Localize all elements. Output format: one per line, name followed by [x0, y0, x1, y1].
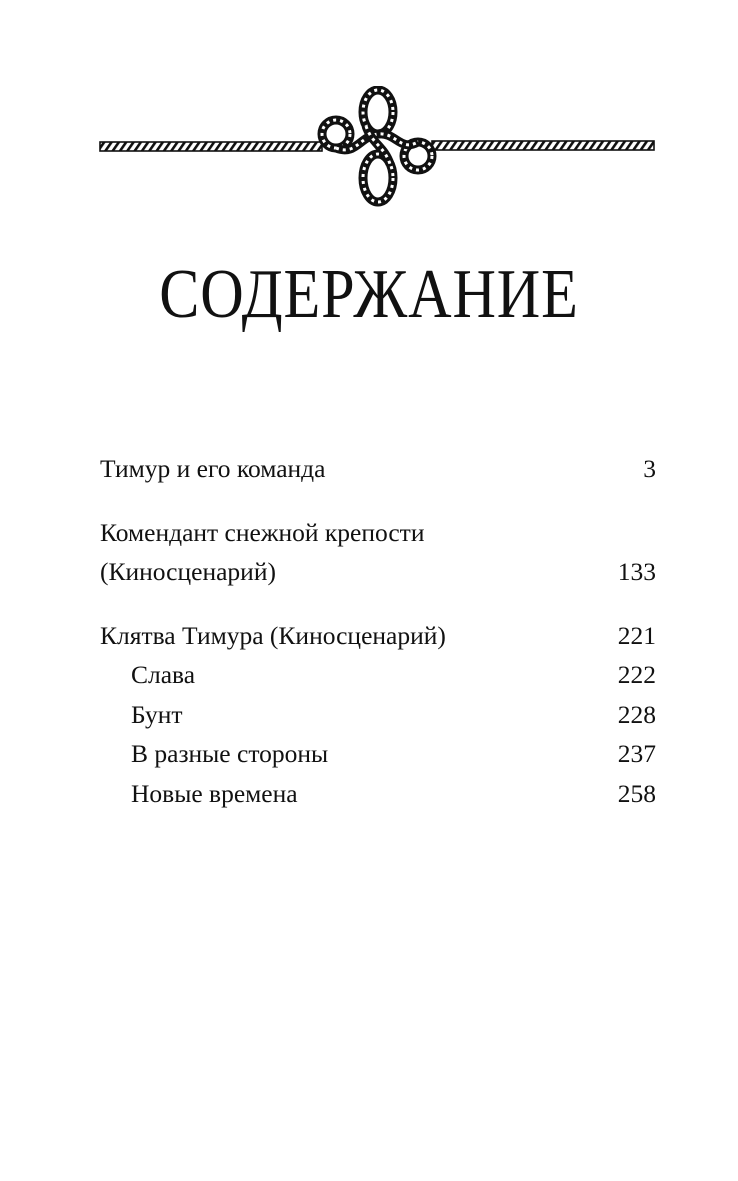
toc-entry-page: 221 — [617, 620, 656, 650]
toc-entry-page: 258 — [617, 778, 656, 808]
toc-entry-title: Комендант снежной крепости — [100, 517, 425, 547]
toc-entry-title: Бунт — [131, 699, 183, 729]
toc-entry-page: 3 — [643, 454, 656, 483]
toc-subentry[interactable] — [100, 695, 656, 735]
toc-entry[interactable] — [100, 449, 656, 489]
toc-subentry[interactable] — [100, 734, 656, 774]
toc-entry-title: Клятва Тимура (Киносценарий) — [100, 620, 446, 650]
toc-subentry[interactable] — [100, 655, 656, 695]
toc-entry-title: (Киносценарий) — [100, 557, 276, 586]
toc-entry-title: Тимур и его команда — [100, 454, 326, 483]
rope-knot-divider-icon — [98, 86, 656, 208]
page-title: СОДЕРЖАНИЕ — [159, 256, 579, 333]
toc-entry-page: 222 — [617, 660, 656, 689]
toc-entry[interactable] — [100, 513, 656, 553]
toc-entry-page: 237 — [617, 739, 656, 768]
toc-entry-title: В разные стороны — [131, 739, 329, 768]
toc-entry[interactable] — [100, 552, 656, 592]
toc-entry-title: Слава — [131, 660, 196, 689]
toc-entry-page: 228 — [617, 699, 656, 729]
toc-entry-page: 133 — [617, 557, 656, 586]
toc-subentry[interactable] — [100, 774, 656, 814]
table-of-contents — [100, 449, 656, 813]
toc-entry[interactable] — [100, 616, 656, 656]
toc-entry-title: Новые времена — [131, 778, 298, 808]
